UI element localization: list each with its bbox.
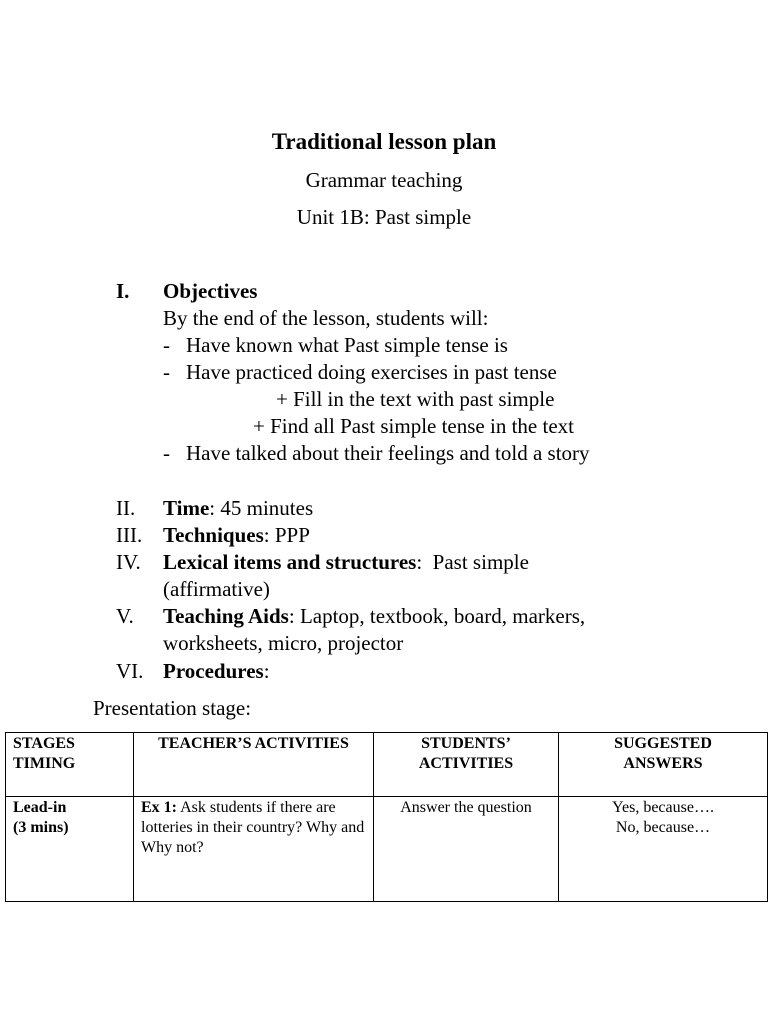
techniques-value: : PPP [263,523,310,547]
procedures-value: : [263,659,270,683]
section-number-objectives: I. [116,279,130,303]
stage-name: Lead-in [13,799,67,816]
unit-title: Unit 1B: Past simple [296,205,472,229]
header-teacher: TEACHER’S ACTIVITIES [158,735,349,752]
techniques-label: Techniques [163,523,264,547]
header-suggested-answers [559,733,768,797]
section-number-lexical: IV. [116,550,141,574]
stage-timing: (3 mins) [13,819,69,836]
objectives-intro: By the end of the lesson, students will: [163,306,489,330]
lesson-plan-table [5,732,768,902]
header-students-activities [374,733,559,797]
table-header-row [6,733,768,797]
page-subtitle: Grammar teaching [305,168,463,192]
section-number-aids: V. [116,604,134,628]
header-timing: TIMING [13,755,76,772]
objective-item: Have practiced doing exercises in past tense [186,360,557,384]
cell-students-activity [374,797,559,902]
exercise-text: Ask students if there are lotteries in their country? Why and Why not? [141,799,365,856]
time-value: : 45 minutes [209,496,314,520]
header-stages-timing [6,733,134,797]
objective-item: Have talked about their feelings and told a story [186,441,590,465]
header-answers-line1: SUGGESTED [614,735,712,752]
students-activity-text: Answer the question [400,799,532,816]
procedures-label: Procedures [163,659,264,683]
objective-subitem: + Fill in the text with past simple [276,387,555,411]
header-stages: STAGES [13,735,75,752]
header-students-line1: STUDENTS’ [421,735,511,752]
objectives-heading: Objectives [163,279,258,303]
time-line [163,495,313,521]
time-label: Time [163,496,210,520]
cell-suggested-answers [559,797,768,902]
cell-stage-timing [6,797,134,902]
techniques-line [163,522,310,548]
bullet-marker: - [163,441,170,465]
objective-subitem: + Find all Past simple tense in the text [253,414,574,438]
header-teacher-activities [134,733,374,797]
section-number-procedures: VI. [116,659,144,683]
lexical-value-cont: (affirmative) [163,577,270,601]
lexical-value: : Past simple [416,550,529,574]
table-row [6,797,768,902]
answer-yes: Yes, because…. [612,799,714,816]
lexical-label: Lexical items and structures [163,550,417,574]
section-number-techniques: III. [116,523,143,547]
lexical-line [163,549,529,575]
cell-teacher-activity [134,797,374,902]
bullet-marker: - [163,333,170,357]
answer-no: No, because… [615,819,711,836]
page-title: Traditional lesson plan [271,129,497,154]
aids-line [163,603,585,629]
header-students-line2: ACTIVITIES [418,755,514,772]
header-answers-line2: ANSWERS [623,755,703,772]
aids-value: : Laptop, textbook, board, markers, [288,604,586,628]
procedures-line [163,658,270,684]
stage-label: Presentation stage: [93,696,252,720]
objective-item: Have known what Past simple tense is [186,333,508,357]
aids-label: Teaching Aids [163,604,289,628]
exercise-label: Ex 1: [141,799,177,816]
section-number-time: II. [116,496,136,520]
bullet-marker: - [163,360,170,384]
aids-value-cont: worksheets, micro, projector [163,631,404,655]
